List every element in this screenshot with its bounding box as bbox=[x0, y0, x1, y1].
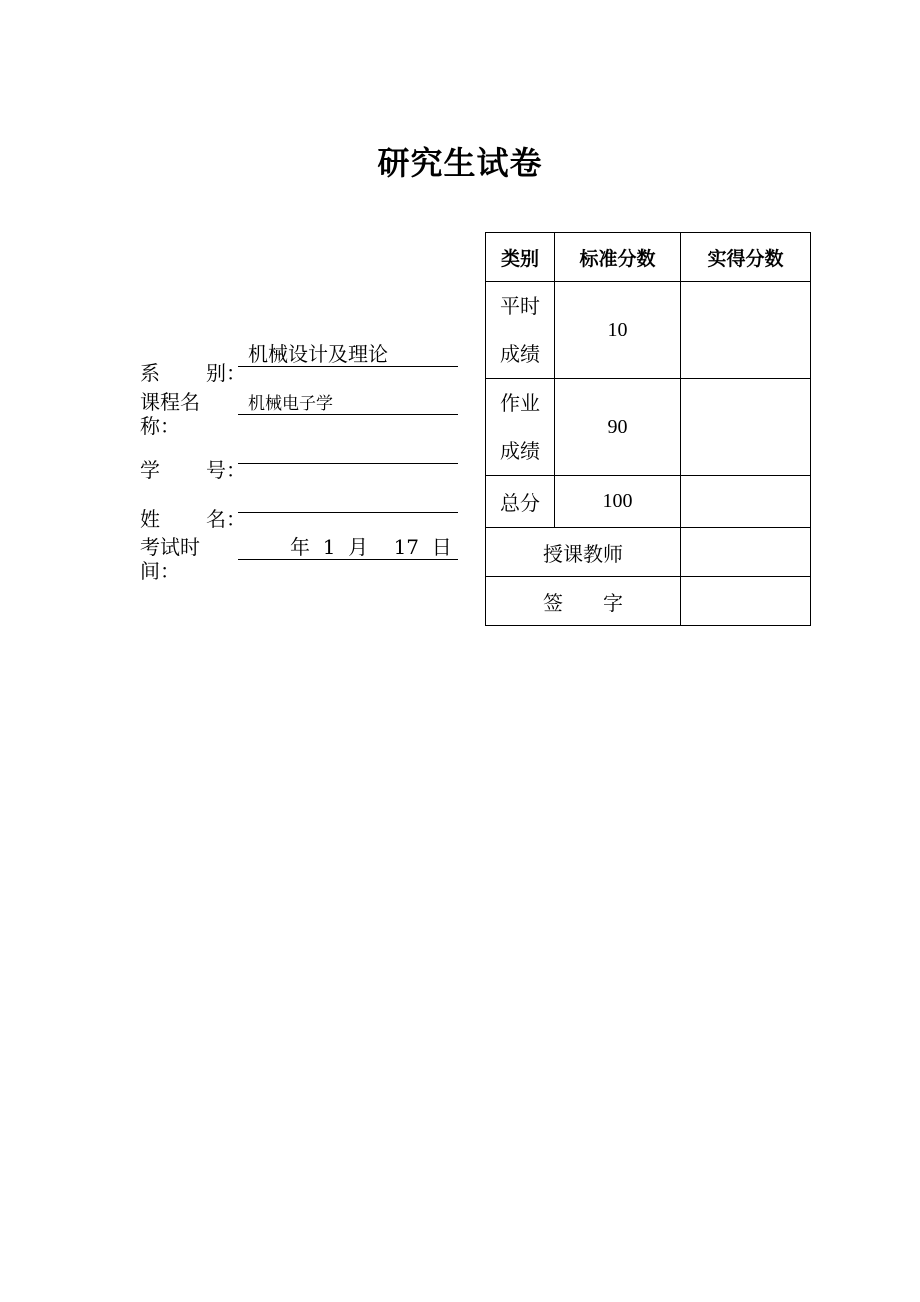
table-row bbox=[486, 379, 811, 476]
sign-row bbox=[486, 577, 811, 626]
teacher-row bbox=[486, 528, 811, 577]
category-cell: 作业 成绩 bbox=[486, 379, 555, 476]
exam-time-field bbox=[140, 535, 452, 583]
teacher-value-cell[interactable] bbox=[681, 528, 811, 577]
exam-time-label: 考试时间： bbox=[140, 535, 200, 583]
table-row bbox=[486, 476, 811, 528]
course-value: 机械电子学 bbox=[248, 394, 333, 414]
header-standard-score: 标准分数 bbox=[555, 233, 681, 282]
dept-field: 系 别： 机械设计及理论 bbox=[140, 342, 238, 366]
score-table bbox=[485, 232, 811, 626]
name-field: 姓 名： bbox=[140, 488, 238, 512]
dept-value: 机械设计及理论 bbox=[248, 342, 388, 366]
score-table-header bbox=[486, 233, 811, 282]
sign-label: 签 字 bbox=[486, 577, 681, 626]
name-underline[interactable] bbox=[238, 488, 458, 513]
sign-value-cell[interactable] bbox=[681, 577, 811, 626]
standard-score-cell: 10 bbox=[555, 282, 681, 379]
course-field bbox=[140, 390, 333, 438]
student-no-field: 学 号： bbox=[140, 439, 238, 463]
actual-score-cell[interactable] bbox=[681, 282, 811, 379]
standard-score-cell: 90 bbox=[555, 379, 681, 476]
standard-score-cell: 100 bbox=[555, 476, 681, 528]
teacher-label: 授课教师 bbox=[486, 528, 681, 577]
student-no-underline[interactable] bbox=[238, 439, 458, 464]
header-actual-score: 实得分数 bbox=[681, 233, 811, 282]
course-label: 课程名称： bbox=[140, 390, 200, 438]
table-row bbox=[486, 282, 811, 379]
actual-score-cell[interactable] bbox=[681, 476, 811, 528]
category-cell: 总分 bbox=[486, 476, 555, 528]
actual-score-cell[interactable] bbox=[681, 379, 811, 476]
page-title: 研究生试卷 bbox=[377, 144, 543, 182]
category-cell: 平时 成绩 bbox=[486, 282, 555, 379]
exam-time-value: 年 1 月 17 日 bbox=[290, 535, 452, 559]
header-category: 类别 bbox=[486, 233, 555, 282]
